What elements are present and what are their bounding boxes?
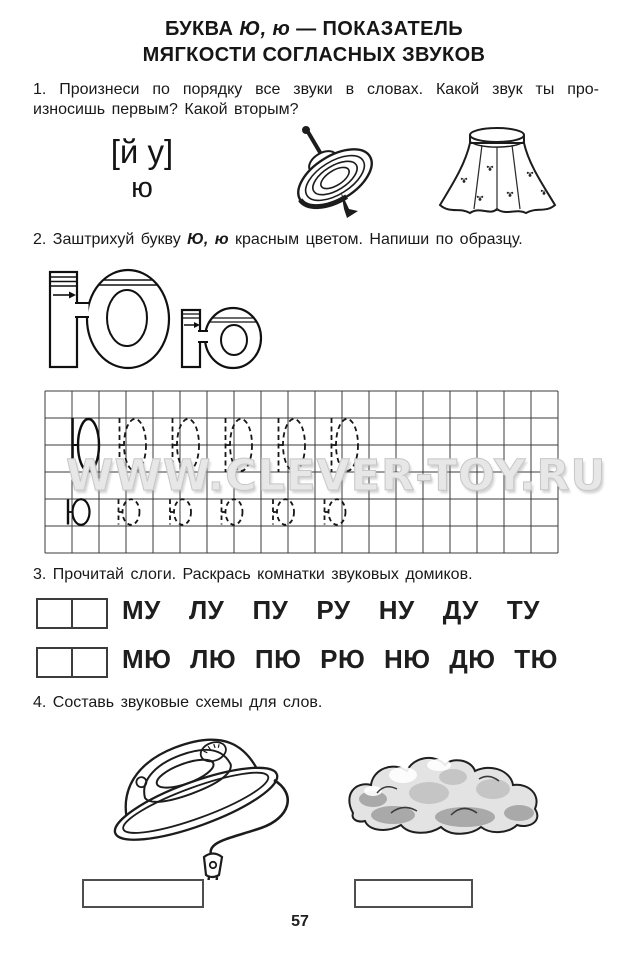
sample-lowercase-yu bbox=[68, 499, 90, 525]
sound-analysis-block bbox=[94, 132, 190, 204]
task1-text bbox=[33, 80, 599, 120]
syllable: ТЮ bbox=[514, 643, 558, 674]
page-title-line1 bbox=[0, 16, 628, 42]
sound-scheme-box-hard[interactable] bbox=[36, 598, 108, 629]
sound-cell[interactable] bbox=[73, 600, 106, 627]
task1-line1: 1. Произнеси по порядку все звуки в словах. Какой звук ты про- bbox=[33, 81, 599, 98]
watermark: WWW.CLEVER-TOY.RU bbox=[66, 451, 607, 501]
letter-yu: ю bbox=[131, 172, 153, 204]
task2-prefix: 2. Заштрихуй букву bbox=[33, 231, 181, 248]
page-title-line2: МЯГКОСТИ СОГЛАСНЫХ ЗВУКОВ bbox=[142, 44, 486, 66]
title-prefix: БУКВА bbox=[164, 18, 234, 40]
task2-suffix: красным цветом. Напиши по образцу. bbox=[235, 231, 523, 248]
task1-line2: износишь первым? Какой вторым? bbox=[33, 101, 299, 118]
syllable: МУ bbox=[122, 594, 161, 625]
title-suffix: — ПОКАЗАТЕЛЬ bbox=[296, 18, 464, 40]
syllable-row-soft bbox=[122, 641, 558, 677]
page-title bbox=[0, 16, 628, 68]
answer-box-cloud[interactable] bbox=[354, 879, 473, 908]
sound-scheme-box-soft[interactable] bbox=[36, 647, 108, 678]
iron-illustration bbox=[75, 710, 305, 880]
task4-text: 4. Составь звуковые схемы для слов. bbox=[33, 694, 323, 711]
page-number: 57 bbox=[291, 913, 309, 930]
task2-text bbox=[33, 230, 599, 250]
big-letters-outline bbox=[45, 262, 275, 374]
capital-yu-outline bbox=[50, 270, 169, 368]
task3-text: 3. Прочитай слоги. Раскрась комнатки звуковых домиков. bbox=[33, 566, 473, 583]
sound-cell[interactable] bbox=[73, 649, 106, 676]
syllable: ДУ bbox=[442, 594, 479, 625]
sound-cell[interactable] bbox=[38, 649, 73, 676]
task2-letters: Ю, ю bbox=[187, 231, 229, 248]
syllable: ДЮ bbox=[449, 643, 496, 674]
iron-plug bbox=[204, 854, 222, 881]
syllable: ПУ bbox=[252, 594, 289, 625]
syllable-row-hard bbox=[122, 592, 540, 628]
syllable: РУ bbox=[316, 594, 351, 625]
syllable: РЮ bbox=[320, 643, 366, 674]
spinning-top-illustration bbox=[281, 120, 387, 226]
syllable: ПЮ bbox=[254, 643, 302, 674]
syllable: НУ bbox=[378, 594, 415, 625]
cloud-illustration bbox=[333, 733, 553, 837]
syllable: ЛУ bbox=[188, 594, 225, 625]
answer-box-iron[interactable] bbox=[82, 879, 204, 908]
sound-transcription: [й у] bbox=[110, 133, 174, 170]
syllable: НЮ bbox=[383, 643, 431, 674]
title-letters: Ю, ю bbox=[239, 18, 291, 40]
skirt-illustration bbox=[432, 121, 564, 223]
lowercase-yu-outline bbox=[182, 308, 261, 368]
syllable: ЛЮ bbox=[190, 643, 237, 674]
sound-cell[interactable] bbox=[38, 600, 73, 627]
syllable: ТУ bbox=[506, 594, 540, 625]
syllable: МЮ bbox=[122, 643, 172, 674]
